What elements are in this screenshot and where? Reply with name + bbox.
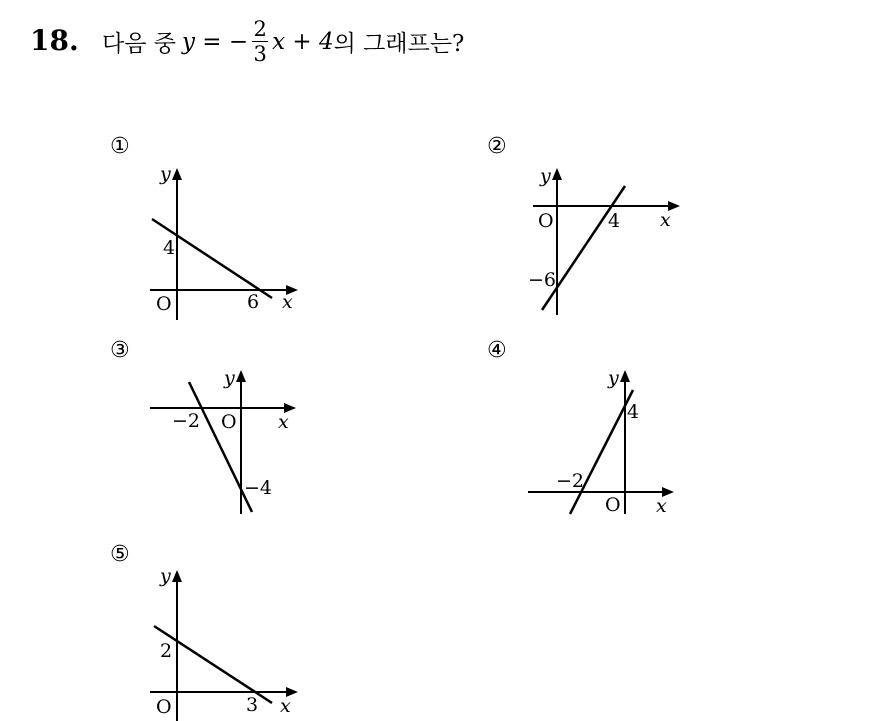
question-number: 18. (30, 24, 79, 57)
y-axis-label: y (540, 165, 551, 187)
graph-line (189, 382, 252, 512)
x-axis-label: x (280, 695, 291, 717)
option-2-graph (528, 160, 698, 320)
question-text-before: 다음 중 (102, 31, 176, 58)
y-axis-arrow (236, 370, 246, 382)
question-text (102, 18, 464, 65)
x-axis-label: x (282, 291, 293, 313)
y-intercept-label: 2 (160, 640, 173, 662)
origin-label: O (156, 293, 172, 315)
option-1-marker[interactable]: ① (110, 134, 130, 159)
y-axis-label: y (608, 367, 619, 389)
y-axis-arrow (172, 570, 182, 582)
equation-lhs: y = − (181, 28, 249, 55)
y-intercept-label: 4 (163, 237, 176, 259)
y-axis-label: y (160, 163, 171, 185)
x-axis-label: x (660, 209, 671, 231)
origin-label: O (221, 411, 237, 433)
origin-label: O (538, 210, 554, 232)
equation-fraction (252, 18, 268, 65)
origin-label: O (605, 494, 621, 516)
option-5-marker[interactable]: ⑤ (110, 542, 130, 567)
y-axis-arrow (552, 168, 562, 180)
x-axis-label: x (278, 411, 289, 433)
option-1-graph (140, 160, 310, 320)
x-intercept-label: 6 (247, 291, 260, 313)
option-3-marker[interactable]: ③ (110, 338, 130, 363)
option-4-graph (528, 362, 698, 522)
x-axis-label: x (656, 495, 667, 517)
y-intercept-label: −6 (528, 269, 557, 291)
y-intercept-label: −4 (244, 477, 273, 499)
x-intercept-label: 3 (246, 694, 259, 716)
option-3-graph (148, 362, 318, 522)
y-axis-arrow (620, 370, 630, 382)
option-5-graph (140, 562, 310, 721)
x-intercept-label: −2 (172, 410, 201, 432)
x-intercept-label: −2 (556, 470, 585, 492)
option-2-marker[interactable]: ② (487, 134, 507, 159)
graph-line (570, 390, 633, 514)
fraction-numerator: 2 (253, 17, 267, 41)
y-axis-arrow (172, 168, 182, 180)
graph-line (542, 186, 625, 310)
y-axis-label: y (224, 367, 235, 389)
equation-rhs: x + 4 (272, 28, 334, 55)
x-intercept-label: 4 (608, 210, 621, 232)
origin-label: O (156, 696, 172, 718)
fraction-denominator: 3 (253, 42, 267, 67)
y-axis-label: y (160, 565, 171, 587)
option-4-marker[interactable]: ④ (487, 338, 507, 363)
question-text-after: 의 그래프는? (333, 31, 465, 58)
y-intercept-label: 4 (627, 401, 640, 423)
